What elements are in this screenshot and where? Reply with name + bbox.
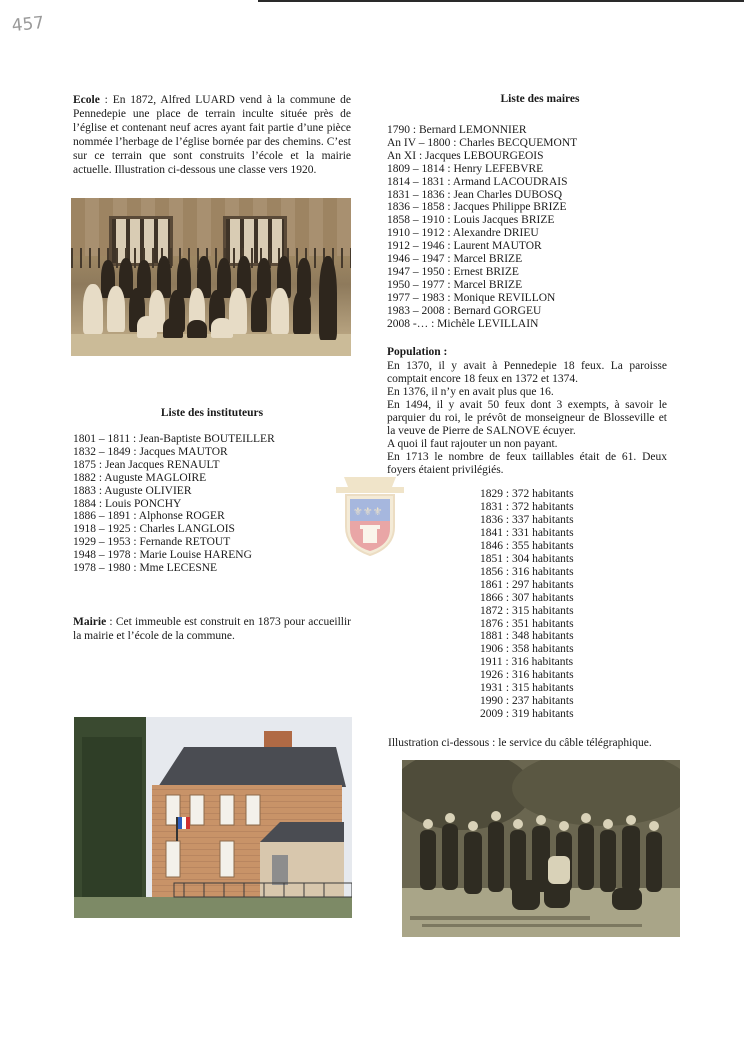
list-item: 1831 : 372 habitants [480, 500, 574, 513]
list-item: 1814 – 1831 : Armand LACOUDRAIS [387, 175, 568, 188]
list-item: 1846 : 355 habitants [480, 539, 574, 552]
list-item: 1861 : 297 habitants [480, 578, 574, 591]
list-item: 1910 – 1912 : Alexandre DRIEU [387, 227, 539, 240]
mairie-photo [74, 717, 352, 918]
list-item: 1851 : 304 habitants [480, 552, 574, 565]
population-text [387, 360, 667, 477]
list-item: 1931 : 315 habitants [480, 682, 574, 695]
list-item: 1882 : Auguste MAGLOIRE [73, 471, 207, 484]
population-counts [480, 488, 574, 721]
list-item: 1866 : 307 habitants [480, 591, 574, 604]
cable-illustration [402, 760, 680, 937]
list-item: 1876 : 351 habitants [480, 617, 574, 630]
population-line: En 1370, il y avait à Pennedepie 18 feux. La paroisse comptait encore 18 feux en 1372 et 1374. [387, 360, 667, 385]
list-item: 1836 : 337 habitants [480, 513, 574, 526]
list-item: 1841 : 331 habitants [480, 526, 574, 539]
class-photo [71, 198, 351, 356]
list-item: 1836 – 1858 : Jacques Philippe BRIZE [387, 201, 567, 214]
list-item: 1948 – 1978 : Marie Louise HARENG [73, 549, 252, 562]
list-item: 1801 – 1811 : Jean-Baptiste BOUTEILLER [73, 433, 275, 445]
population-label: Population : [387, 346, 448, 358]
list-item: 1831 – 1836 : Jean Charles DUBOSQ [387, 188, 563, 201]
list-item: An IV – 1800 : Charles BECQUEMONT [387, 136, 578, 149]
list-item: 1950 – 1977 : Marcel BRIZE [387, 278, 523, 291]
mairie-label: Mairie [73, 616, 107, 628]
instituteurs-list [73, 433, 275, 575]
ecole-label: Ecole [73, 94, 100, 106]
list-item: 1946 – 1947 : Marcel BRIZE [387, 253, 523, 266]
list-item: 2009 : 319 habitants [480, 708, 574, 721]
population-line: A quoi il faut rajouter un non payant. [387, 438, 558, 450]
list-item: 1856 : 316 habitants [480, 565, 574, 578]
cable-photo [402, 760, 680, 937]
list-item: 1883 : Auguste OLIVIER [73, 484, 192, 497]
list-item: 1858 – 1910 : Louis Jacques BRIZE [387, 214, 555, 227]
list-item: 1977 – 1983 : Monique REVILLON [387, 291, 556, 304]
population-line: En 1376, il n’y en avait plus que 16. [387, 386, 554, 398]
list-item: 1978 – 1980 : Mme LECESNE [73, 562, 218, 575]
list-item: 1912 – 1946 : Laurent MAUTOR [387, 240, 542, 253]
population-line: En 1494, il y avait 50 feux dont 3 exempts, à savoir le parquier du roi, le prévôt de monseigneur de Blosseville et la veuve de Pierre de SALNOVE écuyer. [387, 399, 667, 437]
cable-caption: Illustration ci-dessous : le service du câble télégraphique. [388, 737, 652, 749]
mairie-paragraph [73, 615, 351, 643]
ecole-text: : En 1872, Alfred LUARD vend à la commune de Pennedepie une place de terrain inculte située près de l’église et contenant neuf acres ayant fait partie d’une pièce nommée l’herbage de l’église bornée par des chemins. C’est sur ce terrain que sont construits l’école et la mairie actuelle. Illustration ci-dessous une classe vers 1920. [73, 94, 351, 176]
list-item: 1990 : 237 habitants [480, 695, 574, 708]
page-top-rule [258, 0, 744, 2]
list-item: An XI : Jacques LEBOURGEOIS [387, 149, 544, 162]
ecole-paragraph [73, 93, 351, 177]
list-item: 1983 – 2008 : Bernard GORGEU [387, 304, 542, 317]
list-item: 1947 – 1950 : Ernest BRIZE [387, 265, 519, 278]
list-item: 1809 – 1814 : Henry LEFEBVRE [387, 162, 544, 175]
list-item: 1790 : Bernard LEMONNIER [387, 124, 527, 136]
list-item: 1918 – 1925 : Charles LANGLOIS [73, 523, 235, 536]
list-item: 1875 : Jean Jacques RENAULT [73, 458, 220, 471]
list-item: 1886 – 1891 : Alphonse ROGER [73, 510, 225, 523]
list-item: 1926 : 316 habitants [480, 669, 574, 682]
list-item: 1829 : 372 habitants [480, 488, 574, 500]
instituteurs-title: Liste des instituteurs [160, 407, 264, 419]
coat-of-arms-watermark-icon [322, 465, 418, 561]
maires-list [387, 124, 577, 331]
list-item: 1929 – 1953 : Fernande RETOUT [73, 536, 231, 549]
list-item: 2008 -… : Michèle LEVILLAIN [387, 317, 539, 330]
page-number: 457 [10, 12, 46, 37]
list-item: 1881 : 348 habitants [480, 630, 574, 643]
mairie-text: : Cet immeuble est construit en 1873 pour accueillir la mairie et l’école de la commune. [73, 616, 351, 642]
maires-title: Liste des maires [500, 93, 580, 105]
svg-text:⚜⚜⚜: ⚜⚜⚜ [353, 505, 383, 518]
list-item: 1872 : 315 habitants [480, 604, 574, 617]
list-item: 1906 : 358 habitants [480, 643, 574, 656]
list-item: 1911 : 316 habitants [480, 656, 574, 669]
mairie-illustration [74, 717, 352, 918]
population-line: En 1713 le nombre de feux taillables était de 61. Deux foyers étaient privilégiés. [387, 451, 667, 476]
list-item: 1884 : Louis PONCHY [73, 497, 182, 510]
list-item: 1832 – 1849 : Jacques MAUTOR [73, 445, 228, 458]
